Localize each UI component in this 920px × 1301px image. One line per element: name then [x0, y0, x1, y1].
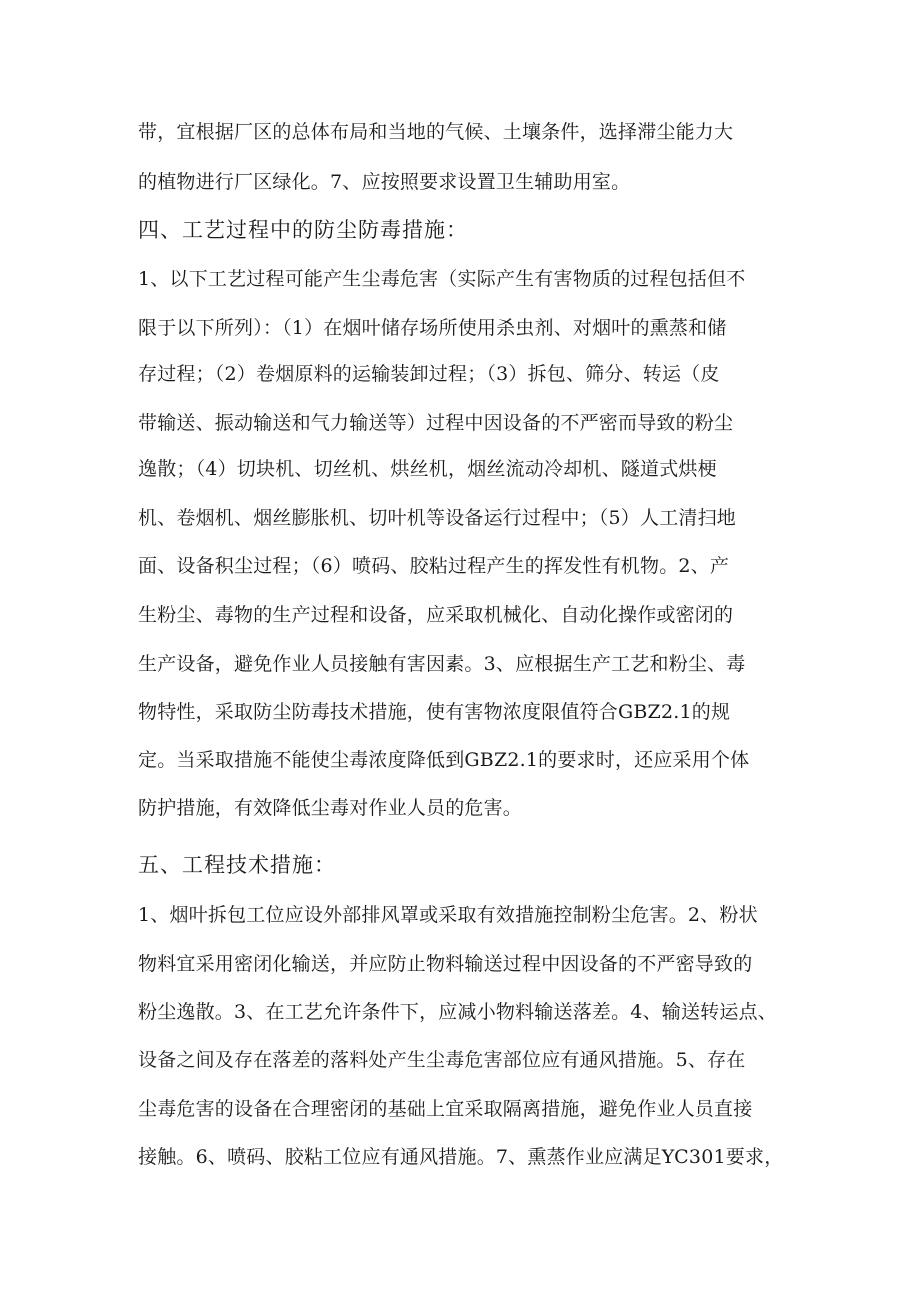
paragraph-line: 设备之间及存在落差的落料处产生尘毒危害部位应有通风措施。5、存在 [138, 1049, 746, 1071]
paragraph-line: 带输送、振动输送和气力输送等）过程中因设备的不严密而导致的粉尘 [138, 412, 734, 434]
paragraph-line: 定。当采取措施不能使尘毒浓度降低到GBZ2.1的要求时，还应采用个体 [138, 749, 750, 771]
paragraph-line: 粉尘逸散。3、在工艺允许条件下，应减小物料输送落差。4、输送转运点、 [138, 1001, 777, 1023]
paragraph-line: 防护措施，有效降低尘毒对作业人员的危害。 [138, 797, 523, 819]
paragraph-line: 1、烟叶拆包工位应设外部排风罩或采取有效措施控制粉尘危害。2、粉状 [138, 904, 758, 926]
paragraph-line: 限于以下所列）：（1）在烟叶储存场所使用杀虫剂、对烟叶的熏蒸和储 [138, 317, 727, 339]
paragraph-line: 面、设备积尘过程；（6）喷码、胶粘过程产生的挥发性有机物。2、产 [138, 555, 730, 577]
paragraph-line: 生产设备，避免作业人员接触有害因素。3、应根据生产工艺和粉尘、毒 [138, 653, 746, 675]
paragraph-line: 逸散；（4）切块机、切丝机、烘丝机，烟丝流动冷却机、隧道式烘梗 [138, 458, 717, 480]
section-heading-4: 四、工艺过程中的防尘防毒措施： [138, 218, 468, 242]
paragraph-line: 的植物进行厂区绿化。7、应按照要求设置卫生辅助用室。 [138, 171, 631, 193]
paragraph-line: 1、以下工艺过程可能产生尘毒危害（实际产生有害物质的过程包括但不 [138, 268, 746, 290]
paragraph-line: 带，宜根据厂区的总体布局和当地的气候、土壤条件，选择滞尘能力大 [138, 121, 734, 143]
section-heading-5: 五、工程技术措施： [138, 853, 336, 877]
paragraph-line: 接触。6、喷码、胶粘工位应有通风措施。7、熏蒸作业应满足YC301要求， [138, 1146, 784, 1168]
paragraph-line: 存过程；（2）卷烟原料的运输装卸过程；（3）拆包、筛分、转运（皮 [138, 363, 720, 385]
paragraph-line: 物料宜采用密闭化输送，并应防止物料输送过程中因设备的不严密导致的 [138, 953, 753, 975]
paragraph-line: 生粉尘、毒物的生产过程和设备，应采取机械化、自动化操作或密闭的 [138, 604, 734, 626]
paragraph-line: 尘毒危害的设备在合理密闭的基础上宜采取隔离措施，避免作业人员直接 [138, 1098, 753, 1120]
paragraph-line: 物特性，采取防尘防毒技术措施，使有害物浓度限值符合GBZ2.1的规 [138, 701, 731, 723]
paragraph-line: 机、卷烟机、烟丝膨胀机、切叶机等设备运行过程中；（5）人工清扫地 [138, 507, 736, 529]
